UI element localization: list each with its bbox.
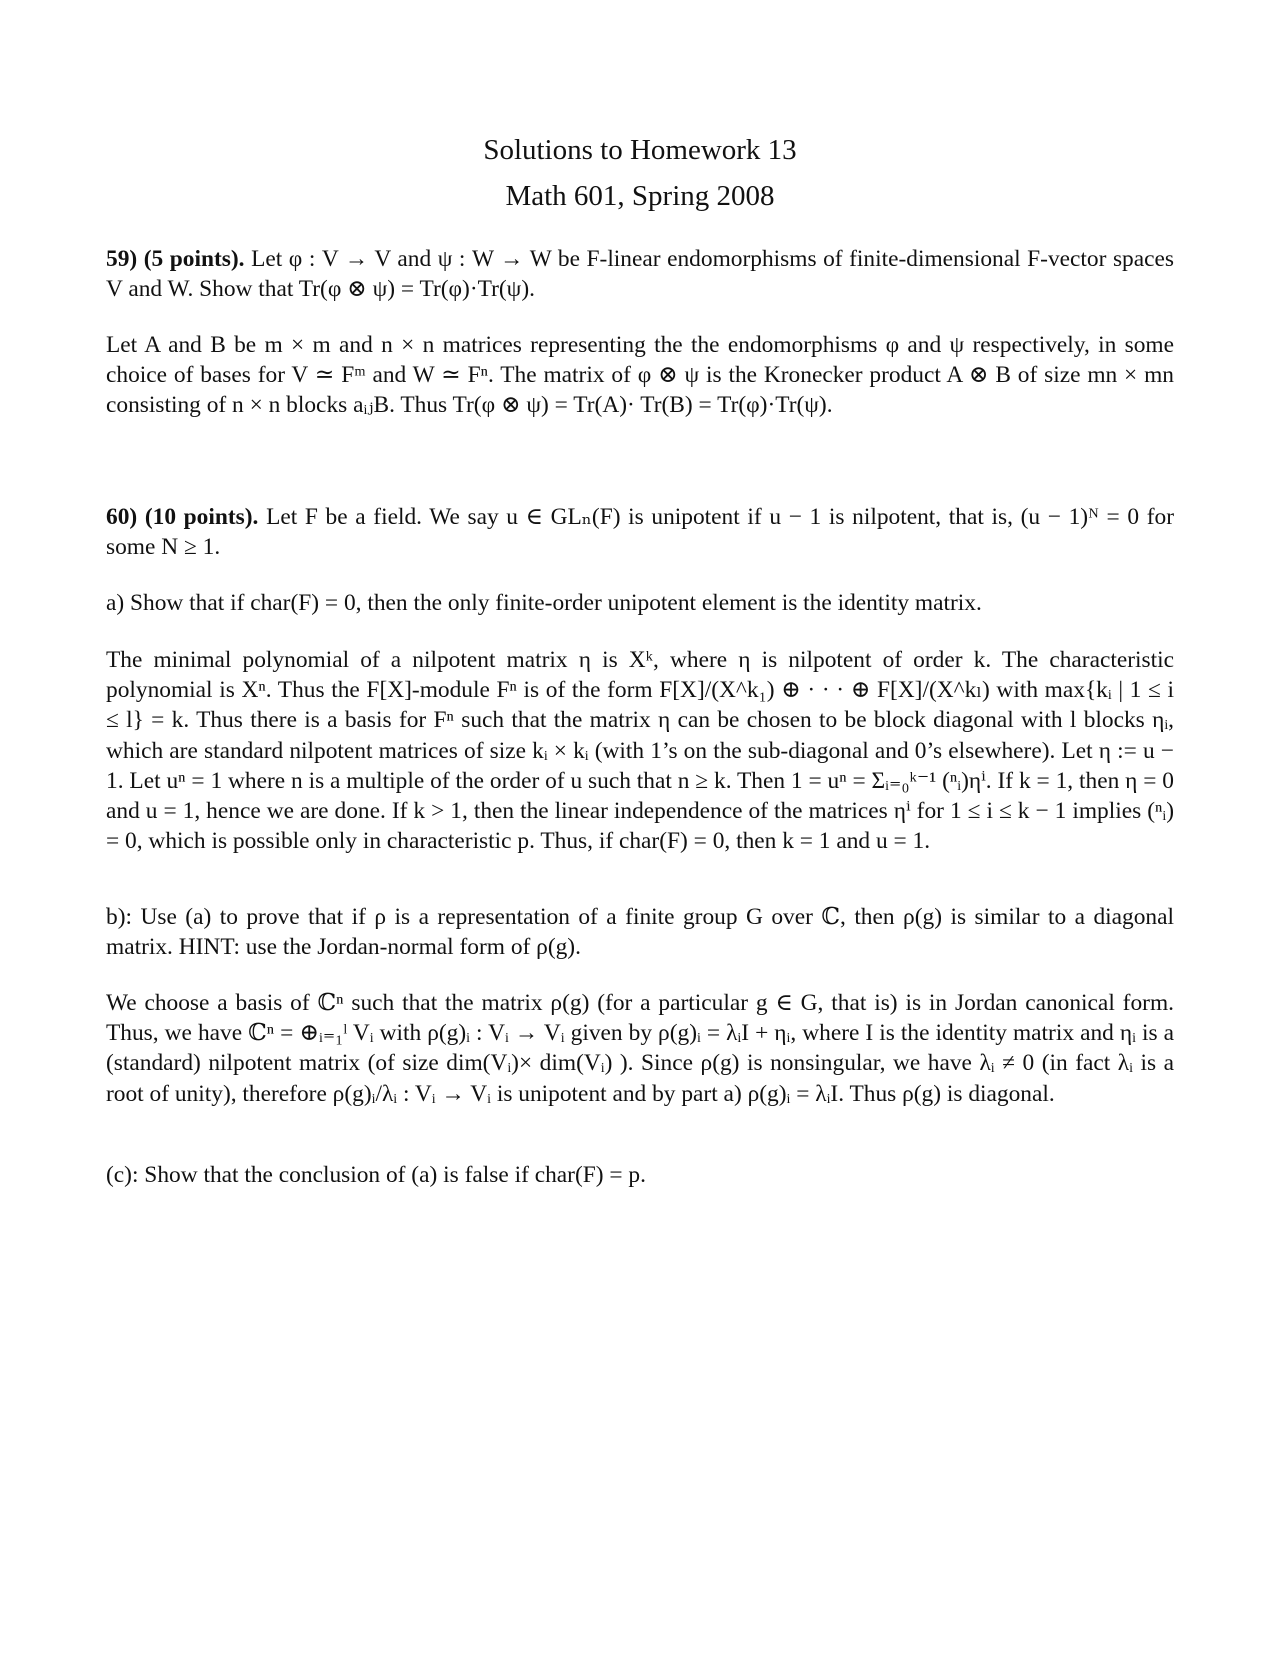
page-title: Solutions to Homework 13	[483, 134, 797, 166]
course-subtitle: Math 601, Spring 2008	[505, 180, 775, 212]
part-b-statement: b): Use (a) to prove that if ρ is a representation of a finite group G over ℂ, then ρ(g) is similar to a diagonal matrix. HINT: use the Jordan-normal form of ρ(g).	[106, 904, 1174, 961]
part-a-statement: a) Show that if char(F) = 0, then the only finite-order unipotent element is the identity matrix.	[106, 590, 982, 616]
problem-60-statement	[106, 502, 1174, 562]
part-c-statement: (c): Show that the conclusion of (a) is false if char(F) = p.	[106, 1162, 646, 1188]
problem-59-heading: 59) (5 points).	[106, 246, 245, 272]
part-b-solution: We choose a basis of ℂⁿ such that the matrix ρ(g) (for a particular g ∈ G, that is) is in Jordan canonical form. Thus, we have ℂⁿ = ⊕ᵢ₌₁ˡ Vᵢ with ρ(g)ᵢ : Vᵢ → Vᵢ given by ρ(g)ᵢ = λᵢI + ηᵢ, where I is the identity matrix and ηᵢ is a (standard) nilpotent matrix (of size dim(Vᵢ)× dim(Vᵢ) ). Since ρ(g) is nonsingular, we have λᵢ ≠ 0 (in fact λᵢ is a root of unity), therefore ρ(g)ᵢ/λᵢ : Vᵢ → Vᵢ is unipotent and by part a) ρ(g)ᵢ = λᵢI. Thus ρ(g) is diagonal.	[106, 990, 1174, 1107]
part-a-solution: The minimal polynomial of a nilpotent matrix η is Xᵏ, where η is nilpotent of order k. The characteristic polynomial is Xⁿ. Thus the F[X]-module Fⁿ is of the form F[X]/(X^k₁) ⊕ · · · ⊕ F[X]/(X^kₗ) with max{kᵢ | 1 ≤ i ≤ l} = k. Thus there is a basis for Fⁿ such that the matrix η can be chosen to be block diagonal with l blocks ηᵢ, which are standard nilpotent matrices of size kᵢ × kᵢ (with 1’s on the sub-diagonal and 0’s elsewhere). Let η := u − 1. Let uⁿ = 1 where n is a multiple of the order of u such that n ≥ k. Then 1 = uⁿ = Σᵢ₌₀ᵏ⁻¹ (ⁿᵢ)ηⁱ. If k = 1, then η = 0 and u = 1, hence we are done. If k > 1, then the linear independence of the matrices ηⁱ for 1 ≤ i ≤ k − 1 implies (ⁿᵢ) = 0, which is possible only in characteristic p. Thus, if char(F) = 0, then k = 1 and u = 1.	[106, 647, 1174, 855]
problem-60-text: Let F be a field. We say u ∈ GLₙ(F) is unipotent if u − 1 is nilpotent, that is, (u − 1)ᴺ = 0 for some N ≥ 1.	[106, 504, 1174, 561]
problem-60-heading: 60) (10 points).	[106, 504, 259, 530]
problem-59-solution: Let A and B be m × m and n × n matrices representing the the endomorphisms φ and ψ respectively, in some choice of bases for V ≃ Fᵐ and W ≃ Fⁿ. The matrix of φ ⊗ ψ is the Kronecker product A ⊗ B of size mn × mn consisting of n × n blocks aᵢⱼB. Thus Tr(φ ⊗ ψ) = Tr(A)· Tr(B) = Tr(φ)·Tr(ψ).	[106, 332, 1174, 419]
problem-59-text: Let φ : V → V and ψ : W → W be F-linear endomorphisms of finite-dimensional F-vector spaces V and W. Show that Tr(φ ⊗ ψ) = Tr(φ)·Tr(ψ).	[106, 246, 1174, 303]
problem-59-statement	[106, 244, 1174, 304]
